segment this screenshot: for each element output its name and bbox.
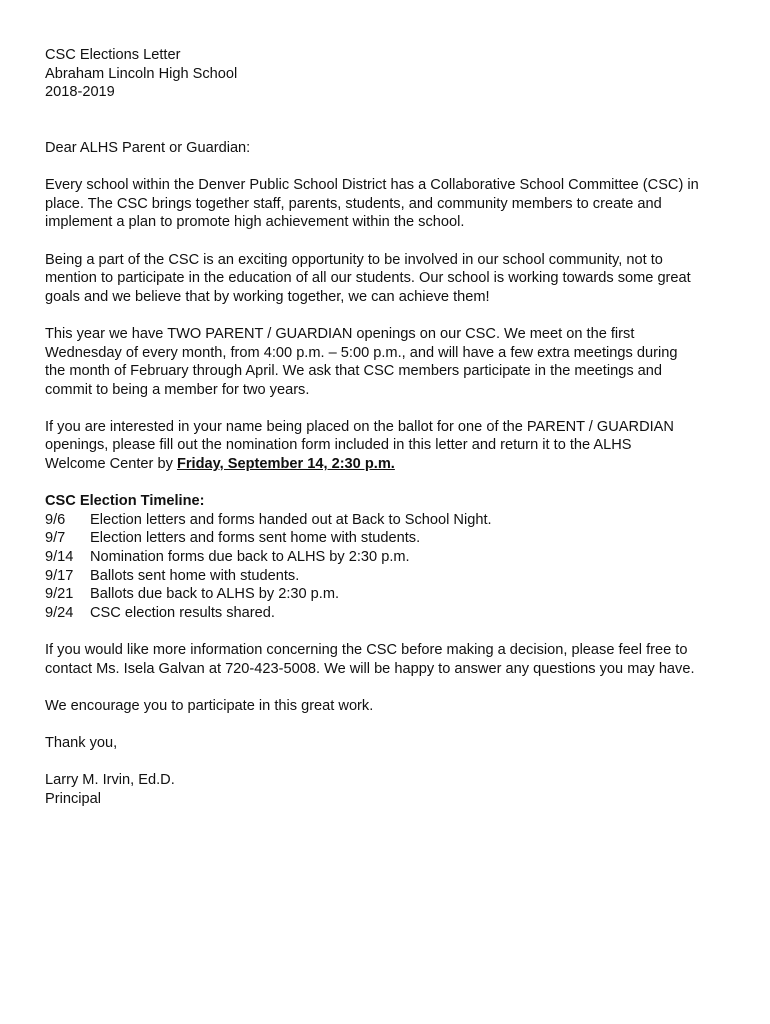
paragraph-line-deadline (45, 455, 735, 474)
timeline-text: Ballots due back to ALHS by 2:30 p.m. (90, 586, 340, 603)
spacer (45, 102, 735, 121)
timeline-text: Election letters and forms sent home with students. (90, 530, 421, 547)
election-timeline (45, 492, 735, 622)
paragraph-line: We encourage you to participate in this great work. (45, 697, 374, 714)
paragraph-intro (45, 176, 735, 232)
timeline-text: CSC election results shared. (90, 604, 275, 621)
salutation (45, 139, 735, 158)
timeline-item (45, 511, 735, 530)
timeline-date: 9/6 (45, 511, 66, 528)
timeline-date: 9/21 (45, 586, 74, 603)
paragraph-line: commit to being a member for two years. (45, 381, 310, 398)
paragraph-opportunity (45, 251, 735, 307)
timeline-text: Nomination forms due back to ALHS by 2:30 p.m. (90, 549, 410, 566)
paragraph-line: If you would like more information concerning the CSC before making a decision, please feel free to (45, 642, 688, 658)
paragraph-line: the month of February through April. We ask that CSC members participate in the meetings and (45, 363, 663, 380)
spacer (45, 120, 735, 139)
deadline-prefix: Welcome Center by (45, 456, 177, 473)
header-school: Abraham Lincoln High School (45, 65, 238, 82)
paragraph-line: place. The CSC brings together staff, parents, students, and community members to create and (45, 195, 662, 212)
timeline-item (45, 529, 735, 548)
paragraph-openings (45, 325, 735, 399)
letter-header (45, 46, 735, 102)
paragraph-line: implement a plan to promote high achievement within the school. (45, 214, 465, 231)
paragraph-line: Being a part of the CSC is an exciting opportunity to be involved in our school community, not to (45, 251, 663, 268)
timeline-date: 9/7 (45, 530, 66, 547)
header-title: CSC Elections Letter (45, 47, 181, 63)
header-year: 2018-2019 (45, 84, 115, 101)
deadline-date: Friday, September 14, 2:30 p.m. (176, 456, 395, 473)
signature-title: Principal (45, 790, 101, 807)
signature-block (45, 771, 735, 808)
paragraph-encourage (45, 697, 735, 716)
timeline-date: 9/14 (45, 549, 74, 566)
timeline-date: 9/24 (45, 604, 74, 621)
closing-text: Thank you, (45, 734, 118, 751)
paragraph-line: Every school within the Denver Public School District has a Collaborative School Committee (CSC) in (45, 177, 699, 194)
paragraph-contact (45, 641, 735, 678)
paragraph-line: Wednesday of every month, from 4:00 p.m. – 5:00 p.m., and will have a few extra meetings during (45, 344, 678, 361)
paragraph-line: goals and we believe that by working together, we can achieve them! (45, 288, 490, 305)
timeline-item (45, 567, 735, 586)
paragraph-line: mention to participate in the education of all our students. Our school is working towards some great (45, 270, 691, 287)
timeline-text: Ballots sent home with students. (90, 567, 300, 584)
timeline-item (45, 548, 735, 567)
timeline-heading: CSC Election Timeline: (45, 493, 205, 510)
timeline-item (45, 585, 735, 604)
signature-name: Larry M. Irvin, Ed.D. (45, 772, 175, 789)
paragraph-line: This year we have TWO PARENT / GUARDIAN openings on our CSC. We meet on the first (45, 325, 635, 342)
timeline-date: 9/17 (45, 567, 74, 584)
closing (45, 734, 735, 753)
letter-page (45, 46, 735, 808)
timeline-text: Election letters and forms handed out at Back to School Night. (90, 511, 492, 528)
salutation-text: Dear ALHS Parent or Guardian: (45, 139, 251, 156)
paragraph-line: openings, please fill out the nomination form included in this letter and return it to the ALHS (45, 437, 632, 454)
timeline-item (45, 604, 735, 623)
paragraph-line: If you are interested in your name being placed on the ballot for one of the PARENT / GUARDIAN (45, 418, 674, 435)
paragraph-line: contact Ms. Isela Galvan at 720-423-5008. We will be happy to answer any questions you may have. (45, 660, 695, 677)
paragraph-nomination (45, 418, 735, 474)
